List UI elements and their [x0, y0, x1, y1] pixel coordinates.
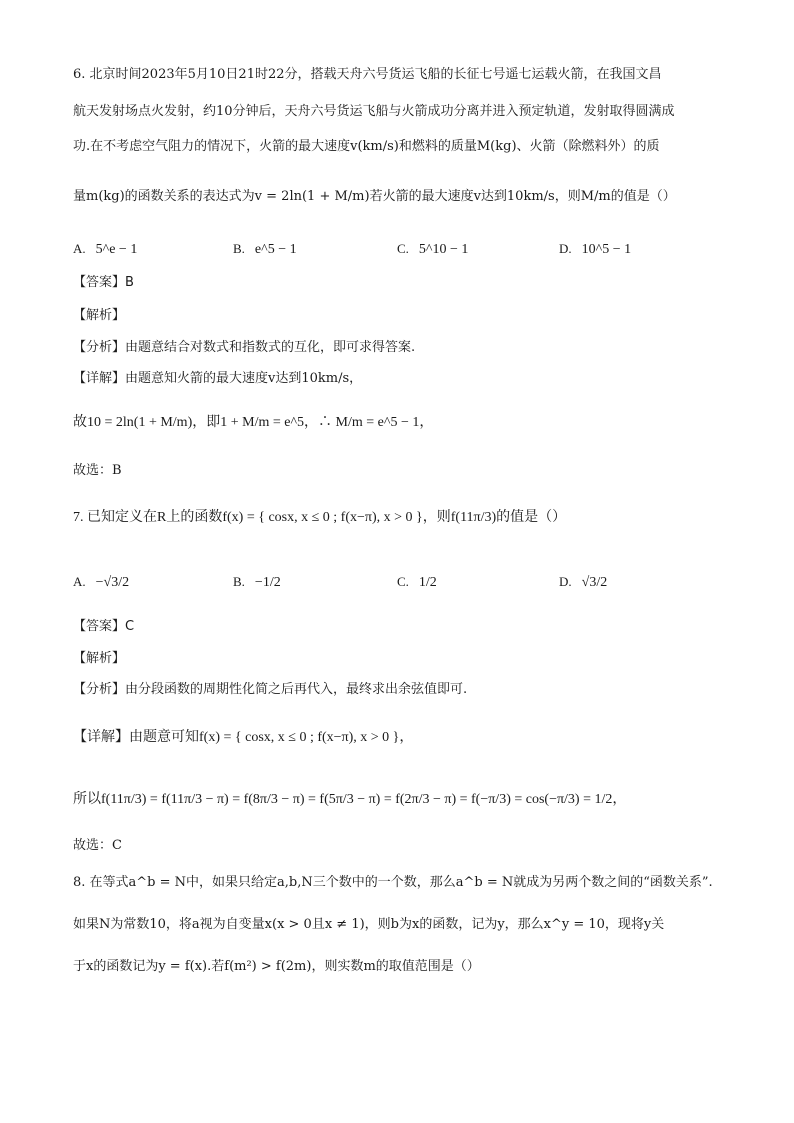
q7-option-d: [559, 570, 607, 595]
option-letter: C.: [397, 241, 409, 256]
q7-choice: 故选：C: [73, 838, 122, 853]
q7-options: [73, 570, 733, 594]
q6-stem-line-3: 功.在不考虑空气阻力的情况下，火箭的最大速度v(km/s)和燃料的质量M(kg)、火箭（除燃料外）的质: [73, 139, 660, 154]
option-letter: D.: [559, 574, 572, 589]
option-value: 5^e − 1: [95, 242, 138, 257]
q7-analysis-label: 【解析】: [73, 651, 126, 666]
q7-stem-line-1: 7. 已知定义在R上的函数f(x) = { cosx, x ≤ 0 ; f(x−π), x > 0 }，则f(11π/3)的值是（）: [73, 510, 567, 525]
q6-option-b: [233, 237, 297, 262]
option-letter: A.: [73, 574, 86, 589]
q7-answer: 【答案】C: [73, 619, 135, 634]
q8-stem-line-2: 如果N为常数10，将a视为自变量x(x > 0且x ≠ 1)，则b为x的函数，记为y，那么x^y = 10，现将y关: [73, 917, 665, 932]
q6-option-c: [397, 237, 468, 262]
q6-detail-line-2: 故10 = 2ln(1 + M/m)，即1 + M/m = e^5，∴ M/m = e^5 − 1，: [73, 415, 434, 430]
q6-answer: 【答案】B: [73, 275, 134, 290]
q6-option-a: [73, 237, 137, 262]
q6-stem-line-2: 航天发射场点火发射，约10分钟后，天舟六号货运飞船与火箭成功分离并进入预定轨道，发射取得圆满成: [73, 104, 675, 119]
q7-detail-line-1: 【详解】由题意可知f(x) = { cosx, x ≤ 0 ; f(x−π), x > 0 }，: [73, 730, 414, 745]
q8-stem-line-3: 于x的函数记为y = f(x).若f(m²) > f(2m)，则实数m的取值范围是（）: [73, 959, 480, 974]
option-value: e^5 − 1: [254, 242, 297, 257]
option-letter: B.: [233, 241, 245, 256]
q7-option-c: [397, 570, 437, 595]
q8-stem-line-1: 8. 在等式a^b = N中，如果只给定a,b,N三个数中的一个数，那么a^b = N就成为另两个数之间的“函数关系”.: [73, 875, 713, 890]
q7-fenxi: 【分析】由分段函数的周期性化简之后再代入，最终求出余弦值即可.: [73, 682, 468, 697]
option-value: 10^5 − 1: [581, 242, 632, 257]
q6-stem-line-1: 6. 北京时间2023年5月10日21时22分，搭载天舟六号货运飞船的长征七号遥七运载火箭，在我国文昌: [73, 67, 662, 82]
option-value: √3/2: [581, 575, 608, 590]
q6-options: [73, 237, 733, 261]
option-value: −1/2: [254, 575, 281, 590]
option-value: 1/2: [418, 575, 437, 590]
q6-stem-line-4: 量m(kg)的函数关系的表达式为v = 2ln(1 + M/m)若火箭的最大速度v达到10km/s，则M/m的值是（）: [73, 189, 676, 204]
q6-choice: 故选：B: [73, 463, 122, 478]
option-letter: A.: [73, 241, 86, 256]
option-value: 5^10 − 1: [418, 242, 469, 257]
q7-option-b: [233, 570, 281, 595]
q6-fenxi: 【分析】由题意结合对数式和指数式的互化，即可求得答案.: [73, 340, 416, 355]
option-letter: D.: [559, 241, 572, 256]
q6-option-d: [559, 237, 631, 262]
option-letter: B.: [233, 574, 245, 589]
option-value: −√3/2: [95, 575, 130, 590]
q6-analysis-label: 【解析】: [73, 308, 126, 323]
q6-detail-line-1: 【详解】由题意知火箭的最大速度v达到10km/s，: [73, 371, 363, 386]
q7-detail-line-2: 所以f(11π/3) = f(11π/3 − π) = f(8π/3 − π) = f(5π/3 − π) = f(2π/3 − π) = f(−π/3) = cos(−π/3) = 1/2，: [73, 792, 627, 807]
q7-option-a: [73, 570, 129, 595]
option-letter: C.: [397, 574, 409, 589]
